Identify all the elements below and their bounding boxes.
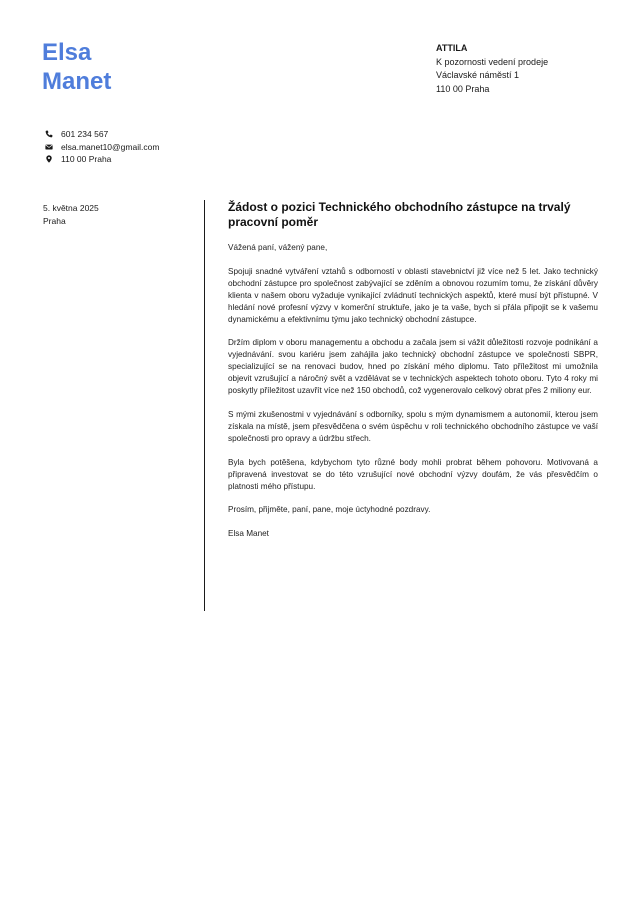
- letter-body: [228, 200, 598, 552]
- paragraph: Držím diplom v oboru managementu a obchodu a začala jsem si vážit důležitosti rozvoje podnikání a vyjednávání. svou kariéru jsem zahájila jako technický obchodní zástupce ve společnosti SBPR, specializující se na renovaci budov, hned po získání mého diplomu. Tato příležitost mi umožnila objevit vzrušující a náročný svět a vzdělávat se v technických aspektech tohoto oboru. Tyto 4 roky mi poskytly příležitost uzavřít více než 150 obchodů, což vygenerovalo celkový obrat přes 2 miliony eur.: [228, 338, 598, 396]
- phone-icon: [44, 129, 54, 139]
- contact-email: [44, 141, 159, 154]
- vertical-divider: [204, 200, 205, 611]
- recipient-company: ATTILA: [436, 43, 468, 53]
- paragraph: S mými zkušenostmi v vyjednávání s odborníky, spolu s mým dynamismem a autonomií, kterou jsem získala na místě, jsem přesvědčena o svém úspěchu v roli technického obchodního zástupce ve vaší společnosti pro opravy a údržbu střech.: [228, 409, 598, 443]
- recipient-line-2: Václavské náměstí 1: [436, 70, 520, 80]
- signature: Elsa Manet: [228, 529, 269, 539]
- letter-date: 5. května 2025: [43, 203, 99, 213]
- mail-icon: [44, 142, 54, 152]
- recipient-line-1: K pozornosti vedení prodeje: [436, 56, 549, 67]
- salutation: Vážená paní, vážený pane,: [228, 243, 328, 252]
- email-address[interactable]: elsa.manet10@gmail.com: [61, 141, 160, 152]
- sender-first-name: Elsa: [42, 39, 92, 66]
- closing: Prosím, přijměte, paní, pane, moje úctyhodné pozdravy.: [228, 505, 431, 515]
- sender-name: [42, 38, 111, 96]
- sender-last-name: Manet: [42, 68, 112, 95]
- letter-meta: [43, 202, 99, 227]
- location-pin-icon: [44, 154, 54, 164]
- phone-number[interactable]: 601 234 567: [61, 129, 109, 139]
- letter-place: Praha: [43, 215, 66, 226]
- address-text: 110 00 Praha: [61, 154, 112, 164]
- contact-phone: [44, 128, 159, 141]
- letter-subject: Žádost o pozici Technického obchodního zástupce na trvalý pracovní poměr: [228, 200, 571, 229]
- contact-address: [44, 153, 159, 166]
- contact-list: [44, 128, 159, 166]
- recipient-line-3: 110 00 Praha: [436, 83, 490, 94]
- paragraph: Byla bych potěšena, kdybychom tyto různé body mohli probrat během pohovoru. Motivovaná a připravená investovat se do této vzrušující nové obchodní výzvy doufám, že vás přesvědčím o platnosti mého přístupu.: [228, 457, 598, 491]
- paragraph: Spojuji snadné vytváření vztahů s odborností v oblasti stavebnictví již více než 5 let. Jako technický obchodní zástupce pro společnost zabývající se zděním a obnovou rozumím tomu, že získání důvěry klienta v našem oboru vyžaduje vynikající zvládnutí technických aspektů, které musí být přístupné. V hledání nové profesní výzvy v komerční struktuře, jako je ta vaše, bych si přála připojit se k vašemu dynamickému a efektivnímu týmu jako technický obchodní zástupce.: [228, 266, 598, 324]
- recipient-block: [436, 42, 548, 96]
